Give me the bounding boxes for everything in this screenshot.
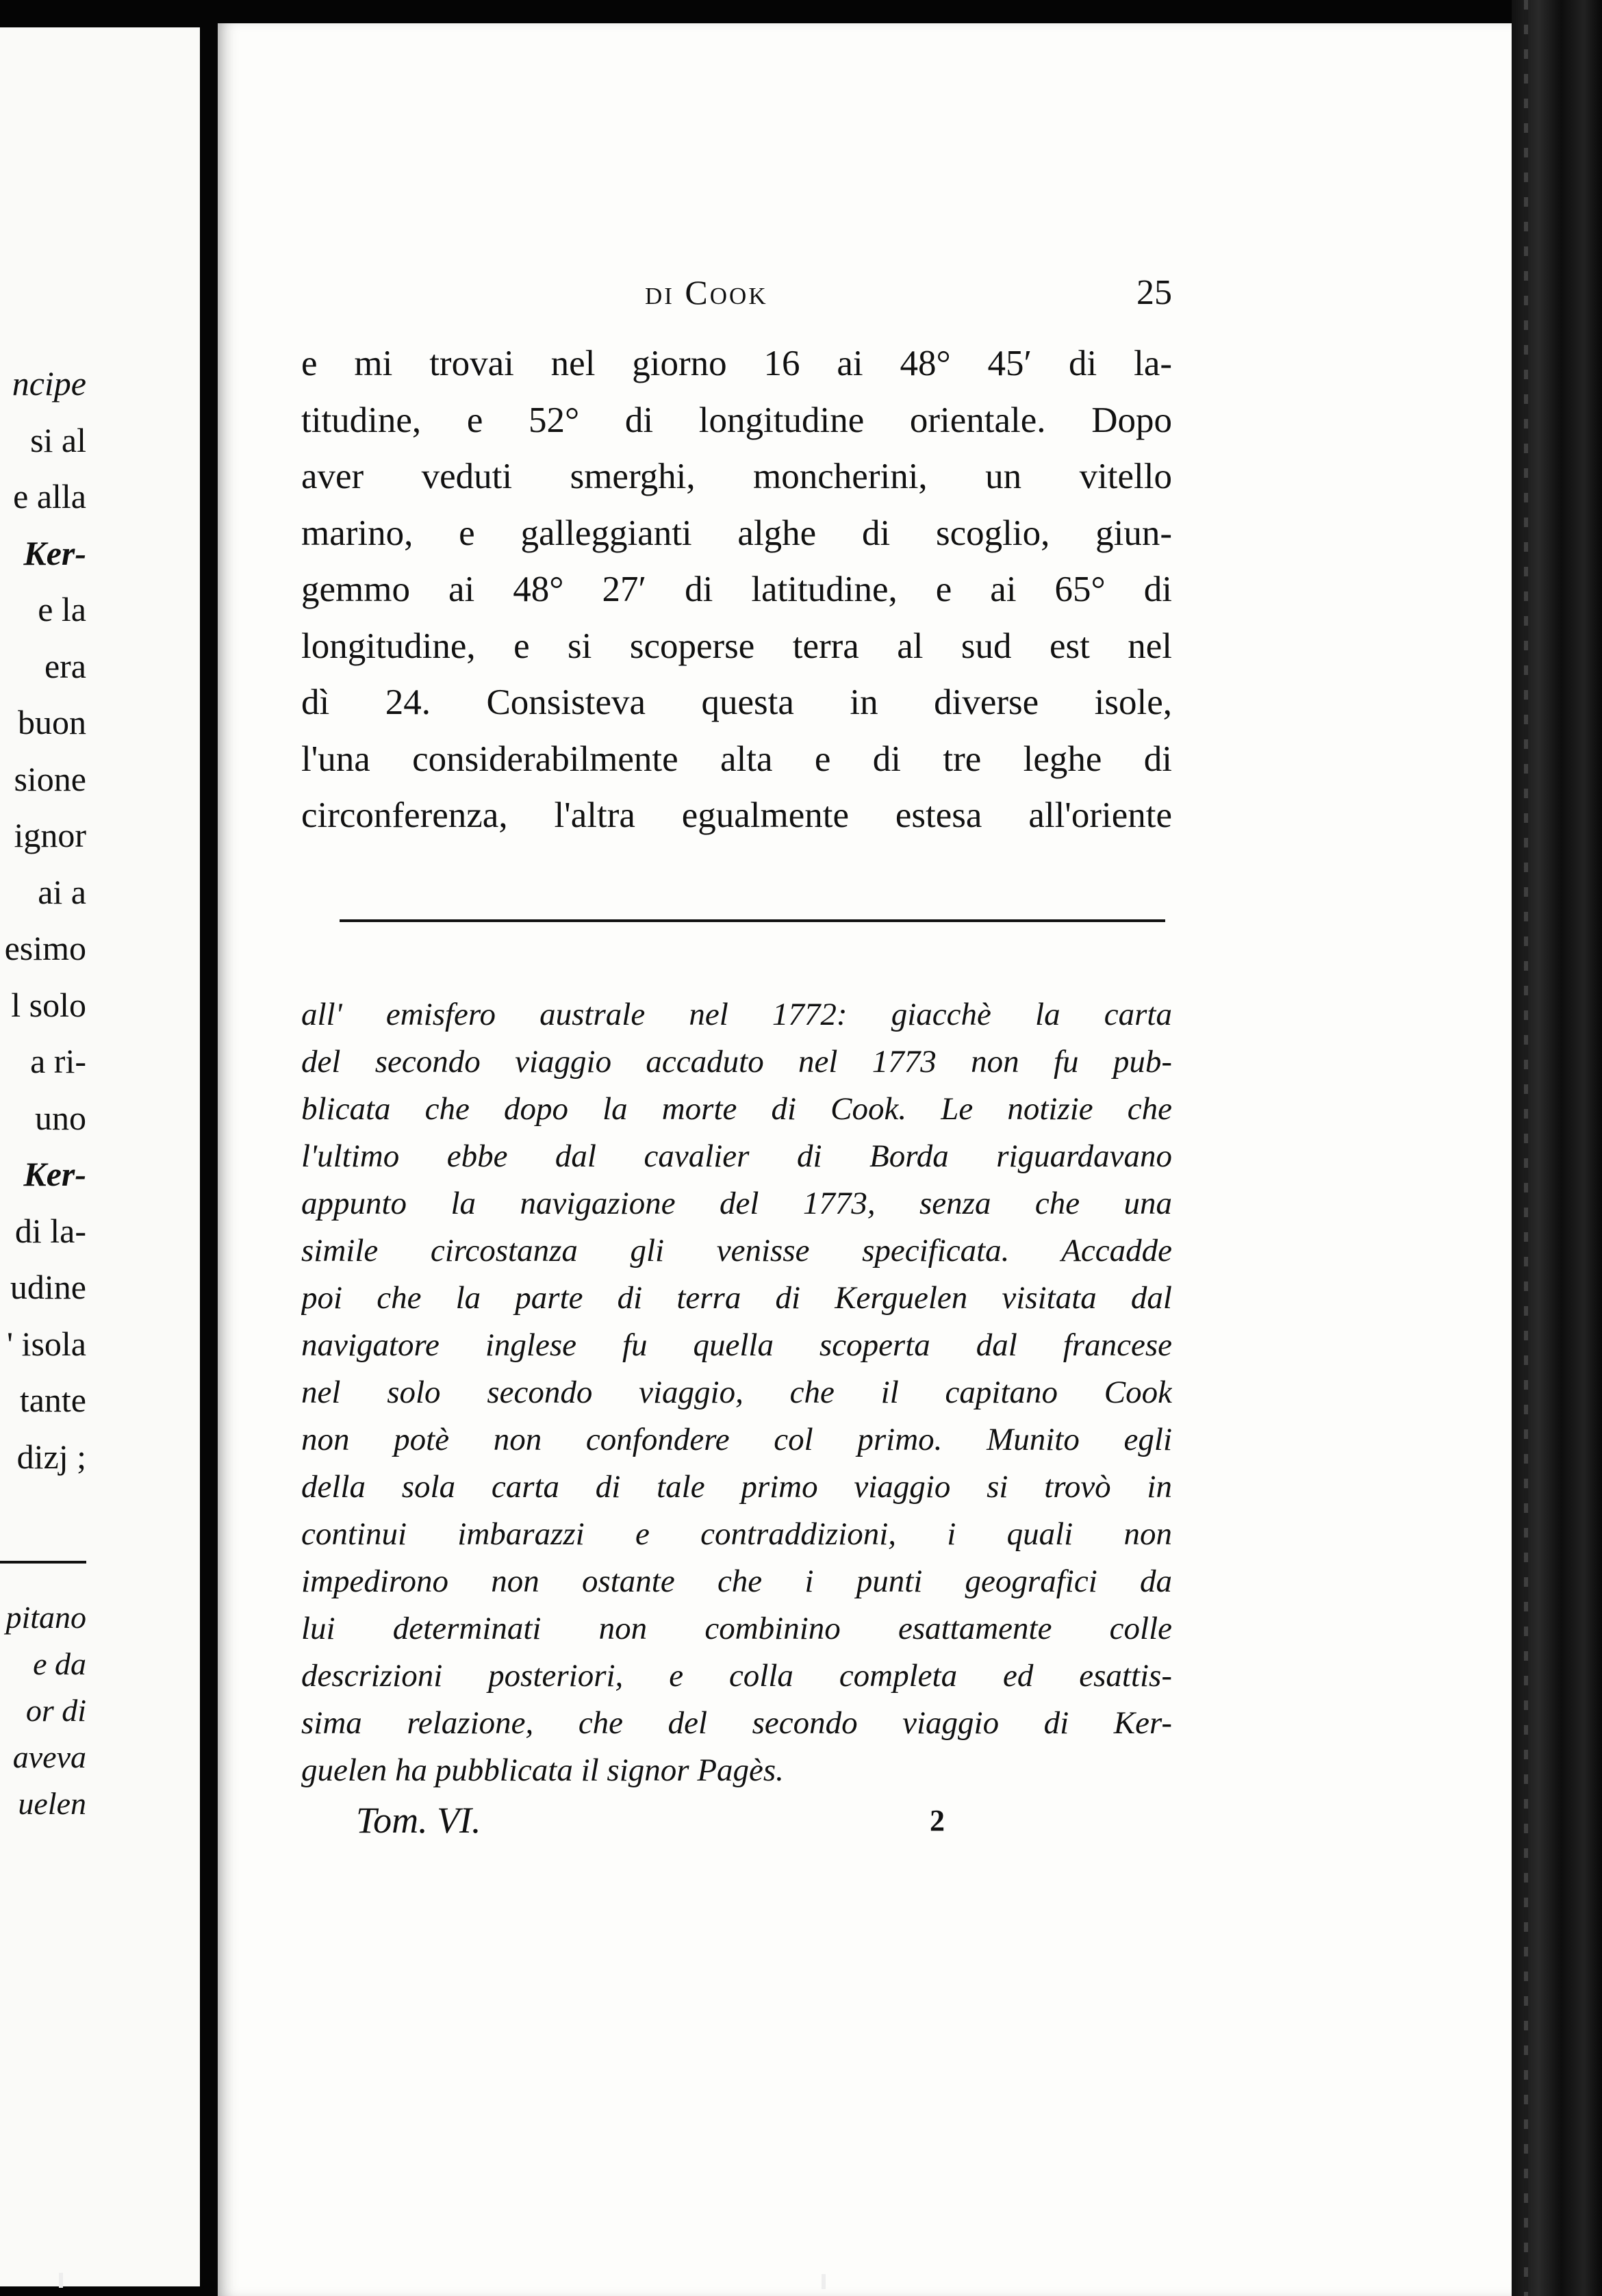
left-page-line: ' isola bbox=[7, 1324, 86, 1363]
left-page-line: esimo bbox=[4, 929, 86, 967]
footnote-line: del secondo viaggio accaduto nel 1773 non fu pub- bbox=[301, 1044, 1172, 1080]
left-page-line: si al bbox=[30, 420, 86, 459]
body-line: gemmo ai 48° 27′ di latitudine, e ai 65° di bbox=[301, 570, 1172, 609]
footnote-line: poi che la parte di terra di Kerguelen visitata dal bbox=[301, 1280, 1172, 1316]
volume-mark: Tom. VI. bbox=[356, 1800, 481, 1841]
left-page-line: ignor bbox=[14, 816, 86, 854]
signature-line bbox=[356, 1799, 945, 1847]
footnote bbox=[301, 991, 1172, 1794]
footnote-line: continui imbarazzi e contraddizioni, i quali non bbox=[301, 1516, 1172, 1552]
left-page-line: uno bbox=[35, 1098, 86, 1137]
body-line: dì 24. Consisteva questa in diverse isole, bbox=[301, 683, 1172, 722]
footnote-line: simile circostanza gli venisse specificata. Accadde bbox=[301, 1233, 1172, 1268]
left-page-note-line: pitano bbox=[5, 1600, 86, 1635]
scan-speck bbox=[59, 2273, 63, 2288]
footnote-line: appunto la navigazione del 1773, senza che una bbox=[301, 1186, 1172, 1221]
left-page-line: di la- bbox=[14, 1211, 86, 1250]
left-page-line: l solo bbox=[11, 985, 86, 1024]
left-page-line: Ker- bbox=[23, 533, 86, 572]
footnote-line: nel solo secondo viaggio, che il capitano Cook bbox=[301, 1375, 1172, 1410]
footnote-line: sima relazione, che del secondo viaggio di Ker- bbox=[301, 1705, 1172, 1741]
body-line: circonferenza, l'altra egualmente estesa all'oriente bbox=[301, 795, 1172, 835]
footnote-line: guelen ha pubblicata il signor Pagès. bbox=[301, 1752, 784, 1788]
body-line: titudine, e 52° di longitudine orientale. Dopo bbox=[301, 400, 1172, 440]
footnote-rule bbox=[340, 919, 1165, 922]
left-page-note-line: e da bbox=[33, 1646, 86, 1681]
book-spine bbox=[1512, 0, 1602, 2296]
scan-speck bbox=[822, 2274, 826, 2289]
left-page-line: e alla bbox=[13, 477, 86, 515]
body-line: aver veduti smerghi, moncherini, un vitello bbox=[301, 457, 1172, 496]
left-page-note-line: aveva bbox=[12, 1739, 86, 1774]
body-line: e mi trovai nel giorno 16 ai 48° 45′ di la- bbox=[301, 344, 1172, 383]
footnote-line: l'ultimo ebbe dal cavalier di Borda riguardavano bbox=[301, 1138, 1172, 1174]
left-page-line: ncipe bbox=[12, 364, 86, 403]
left-page-line: buon bbox=[18, 703, 86, 741]
left-page-line: e la bbox=[38, 590, 86, 628]
running-head: di Cook bbox=[645, 273, 768, 311]
left-page-fragment bbox=[0, 27, 200, 2286]
left-page-line: tante bbox=[19, 1381, 86, 1419]
page-header bbox=[301, 272, 1172, 314]
body-line: longitudine, e si scoperse terra al sud est nel bbox=[301, 626, 1172, 666]
page-number: 25 bbox=[1136, 273, 1172, 312]
footnote-line: impedirono non ostante che i punti geografici da bbox=[301, 1564, 1172, 1599]
left-page-rule bbox=[0, 1561, 86, 1564]
signature-number: 2 bbox=[930, 1804, 945, 1837]
footnote-line: all' emisfero australe nel 1772: giacchè la carta bbox=[301, 997, 1172, 1032]
footnote-line: della sola carta di tale primo viaggio si trovò in bbox=[301, 1469, 1172, 1505]
body-text bbox=[301, 335, 1172, 844]
body-line: l'una considerabilmente alta e di tre leghe di bbox=[301, 739, 1172, 779]
left-page-note-line: or di bbox=[25, 1693, 86, 1728]
footnote-line: navigatore inglese fu quella scoperta dal francese bbox=[301, 1327, 1172, 1363]
left-page-note-line: uelen bbox=[18, 1786, 86, 1821]
left-page-line: a ri- bbox=[30, 1042, 86, 1080]
left-page-line: dizj ; bbox=[16, 1437, 86, 1476]
left-page-line: sione bbox=[14, 759, 86, 798]
footnote-line: blicata che dopo la morte di Cook. Le notizie che bbox=[301, 1091, 1172, 1127]
body-line: marino, e galleggianti alghe di scoglio, giun- bbox=[301, 513, 1172, 553]
left-page-line: Ker- bbox=[23, 1155, 86, 1193]
left-page-line: era bbox=[44, 646, 86, 685]
footnote-line: lui determinati non combinino esattamente colle bbox=[301, 1611, 1172, 1646]
left-page-line: ai a bbox=[38, 872, 86, 911]
left-page-line: udine bbox=[10, 1268, 86, 1306]
footnote-line: non potè non confondere col primo. Munito egli bbox=[301, 1422, 1172, 1457]
footnote-line: descrizioni posteriori, e colla completa ed esattis- bbox=[301, 1658, 1172, 1694]
